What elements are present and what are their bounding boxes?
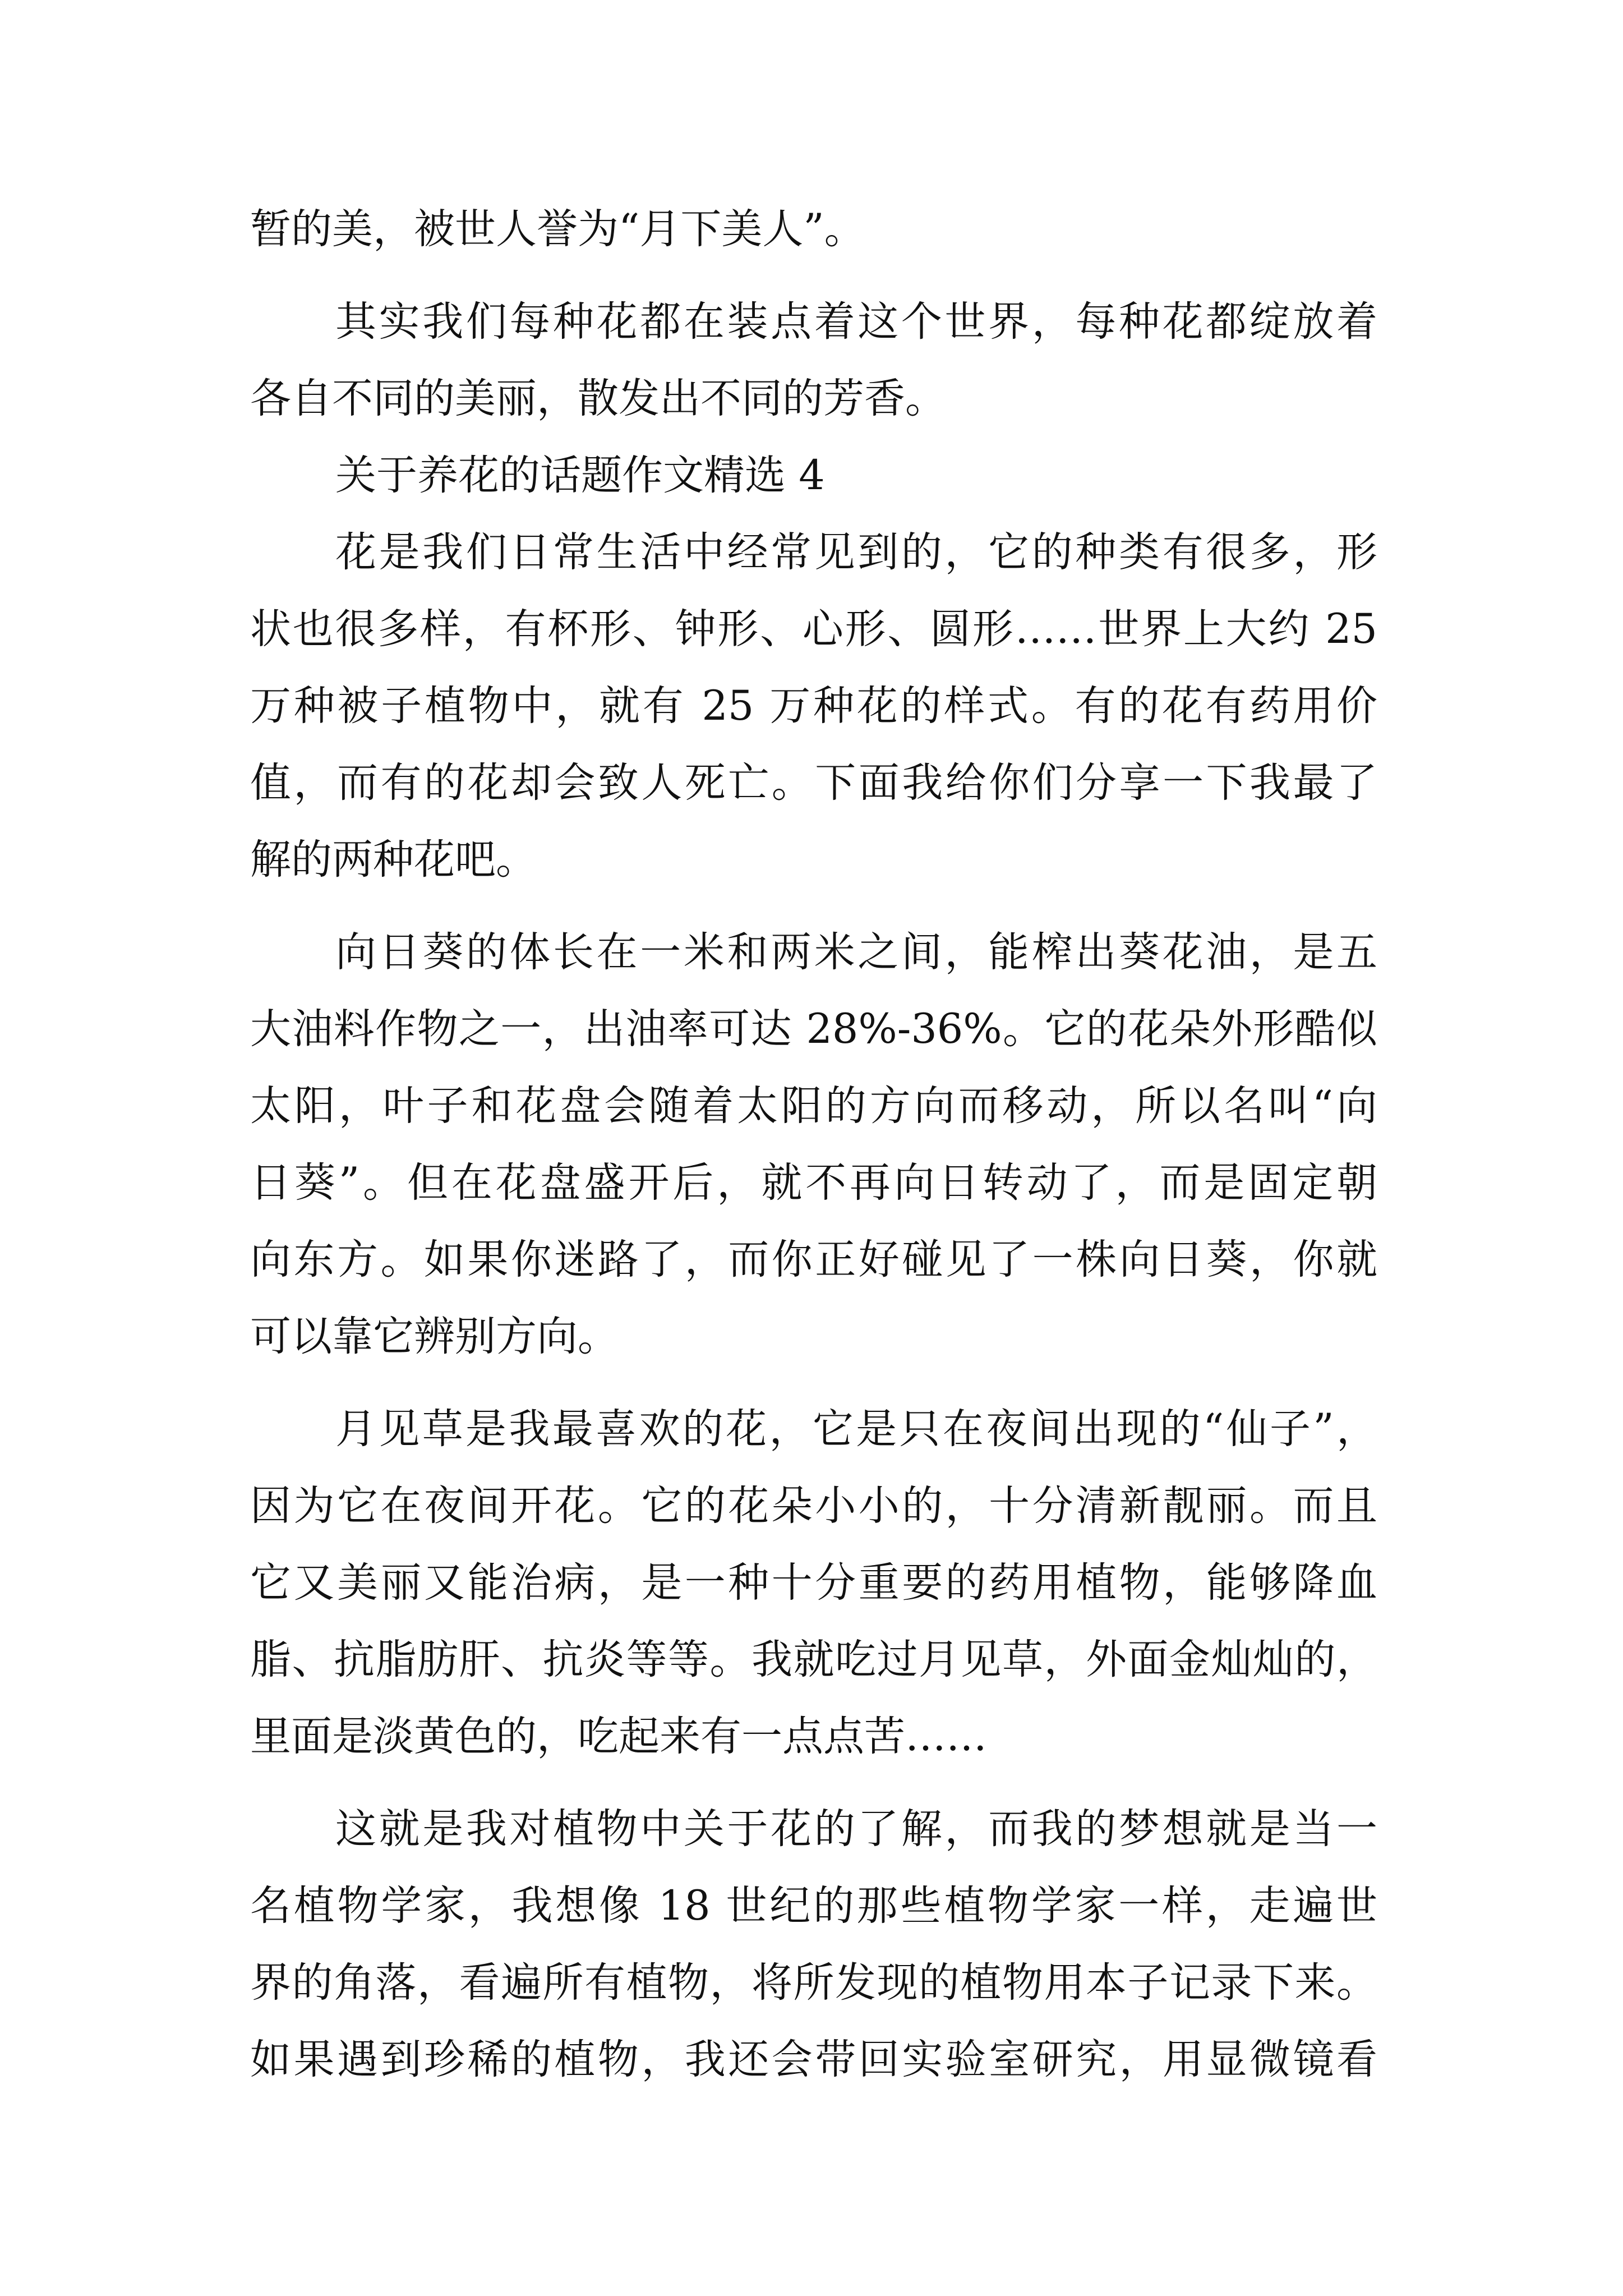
text-line-9: 解的两种花吧。 [250, 836, 537, 884]
text-line-7: 万种被子植物中，就有 25 万种花的样式。有的花有药用价 [250, 682, 1377, 730]
text-line-20: 里面是淡黄色的，吃起来有一点点苦…… [250, 1713, 987, 1760]
text-line-8: 值，而有的花却会致人死亡。下面我给你们分享一下我最了 [250, 759, 1377, 807]
text-line-17: 因为它在夜间开花。它的花朵小小的，十分清新靓丽。而且 [250, 1482, 1377, 1530]
text-line-14: 向东方。如果你迷路了，而你正好碰见了一株向日葵，你就 [250, 1236, 1377, 1283]
text-line-12: 太阳，叶子和花盘会随着太阳的方向而移动，所以名叫“向 [250, 1082, 1377, 1130]
text-line-10: 向日葵的体长在一米和两米之间，能榨出葵花油，是五 [335, 928, 1377, 976]
section-heading: 关于养花的话题作文精选 4 [335, 452, 825, 499]
text-line-2: 其实我们每种花都在装点着这个世界，每种花都绽放着 [335, 298, 1377, 346]
text-line-21: 这就是我对植物中关于花的了解，而我的梦想就是当一 [335, 1805, 1377, 1853]
text-line-23: 界的角落，看遍所有植物，将所发现的植物用本子记录下来。 [250, 1959, 1377, 2007]
text-line-1: 暂的美，被世人誉为“月下美人”。 [250, 205, 865, 253]
text-line-15: 可以靠它辨别方向。 [250, 1313, 619, 1360]
text-line-13: 日葵”。但在花盘盛开后，就不再向日转动了，而是固定朝 [250, 1159, 1377, 1207]
text-line-11: 大油料作物之一，出油率可达 28%-36%。它的花朵外形酷似 [250, 1005, 1377, 1053]
text-line-18: 它又美丽又能治病，是一种十分重要的药用植物，能够降血 [250, 1559, 1377, 1607]
text-line-22: 名植物学家，我想像 18 世纪的那些植物学家一样，走遍世 [250, 1882, 1377, 1930]
text-line-24: 如果遇到珍稀的植物，我还会带回实验室研究，用显微镜看 [250, 2036, 1377, 2083]
text-line-6: 状也很多样，有杯形、钟形、心形、圆形……世界上大约 25 [250, 605, 1377, 653]
text-line-3: 各自不同的美丽，散发出不同的芳香。 [250, 375, 946, 422]
text-line-19: 脂、抗脂肪肝、抗炎等等。我就吃过月见草，外面金灿灿的， [250, 1636, 1377, 1683]
text-line-16: 月见草是我最喜欢的花，它是只在夜间出现的“仙子”， [335, 1405, 1377, 1453]
text-line-5: 花是我们日常生活中经常见到的，它的种类有很多，形 [335, 528, 1377, 576]
